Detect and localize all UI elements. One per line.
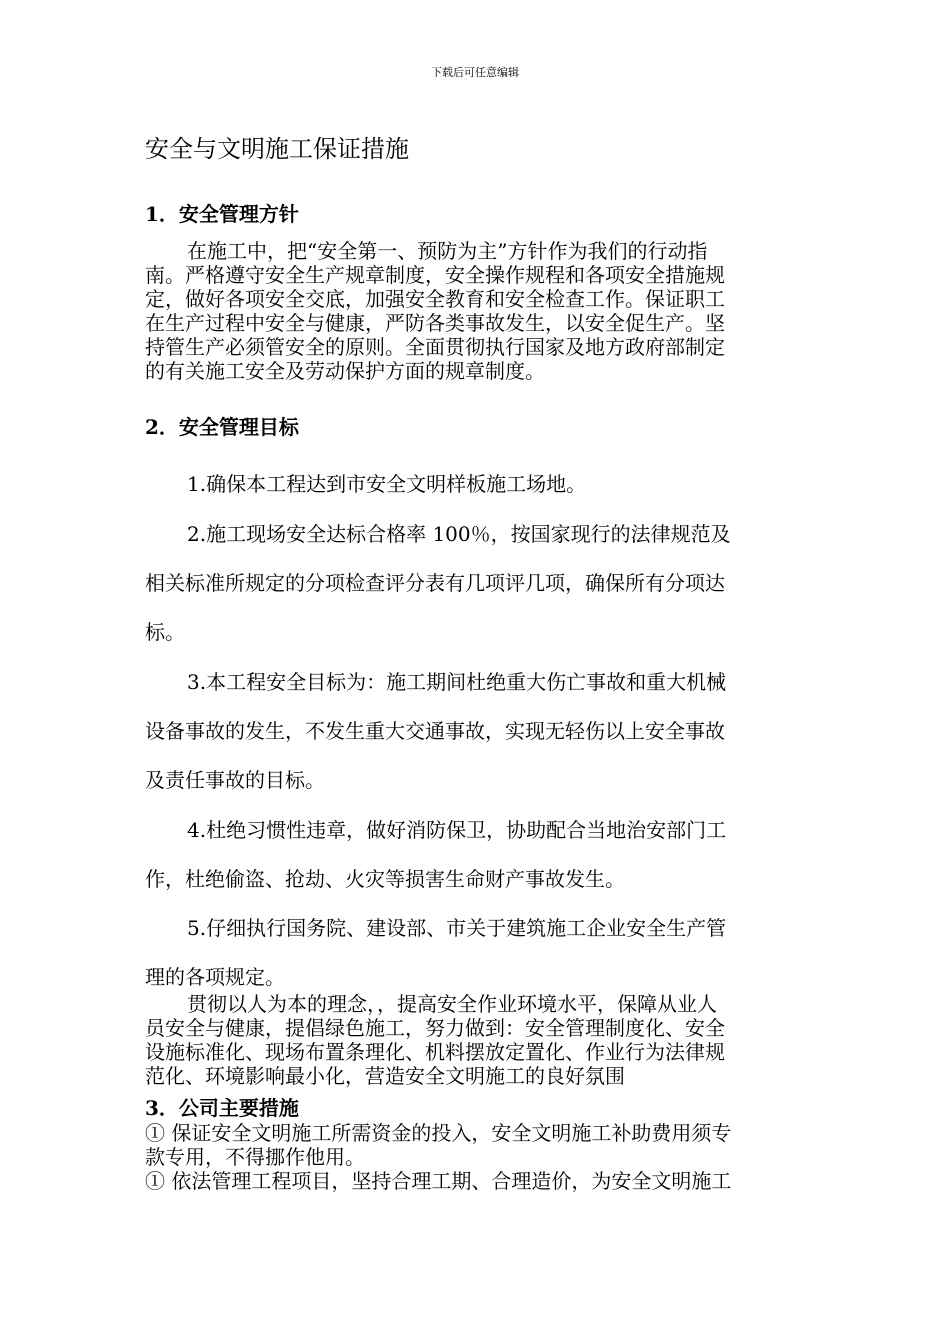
measure-line: ① 保证安全文明施工所需资金的投入，安全文明施工补助费用须专 [145, 1121, 732, 1145]
paragraph-line: 在施工中，把“安全第一、预防为主”方针作为我们的行动指 [187, 239, 708, 263]
paragraph-line: 员安全与健康，提倡绿色施工，努力做到：安全管理制度化、安全 [145, 1016, 725, 1040]
goal-line: 5.仔细执行国务院、建设部、市关于建筑施工企业安全生产管 [187, 916, 727, 940]
section-1-paragraph [145, 239, 805, 383]
paragraph-line: 的有关施工安全及劳动保护方面的规章制度。 [145, 359, 545, 383]
page-header: 下载后可任意编辑 [431, 66, 519, 79]
paragraph-line: 范化、环境影响最小化，营造安全文明施工的良好氛围 [145, 1064, 625, 1088]
goal-line: 1.确保本工程达到市安全文明样板施工场地。 [187, 472, 587, 496]
goal-line: 标。 [145, 620, 185, 644]
section-3-heading: 3．公司主要措施 [145, 1096, 299, 1120]
goal-line: 及责任事故的目标。 [145, 768, 325, 792]
goal-line: 相关标准所规定的分项检查评分表有几项评几项，确保所有分项达 [145, 571, 725, 595]
measure-line: ① 依法管理工程项目，坚持合理工期、合理造价，为安全文明施工 [145, 1169, 732, 1193]
goal-line: 2.施工现场安全达标合格率 100％，按国家现行的法律规范及 [187, 522, 731, 546]
goal-line: 4.杜绝习惯性违章，做好消防保卫，协助配合当地治安部门工 [187, 818, 727, 842]
section-3-paragraph [145, 1121, 805, 1193]
goal-line: 理的各项规定。 [145, 965, 285, 989]
paragraph-line: 定，做好各项安全交底，加强安全教育和安全检查工作。保证职工 [145, 287, 725, 311]
document-title: 安全与文明施工保证措施 [145, 135, 409, 163]
paragraph-line: 贯彻以人为本的理念，，提高安全作业环境水平，保障从业人 [187, 992, 717, 1016]
section-2-heading: 2．安全管理目标 [145, 415, 299, 439]
goal-line: 作，杜绝偷盗、抢劫、火灾等损害生命财产事故发生。 [145, 867, 625, 891]
paragraph-line: 持管生产必须管安全的原则。全面贯彻执行国家及地方政府部制定 [145, 335, 725, 359]
paragraph-line: 南。严格遵守安全生产规章制度，安全操作规程和各项安全措施规 [145, 263, 725, 287]
paragraph-line: 在生产过程中安全与健康，严防各类事故发生，以安全促生产。坚 [145, 311, 725, 335]
section-1-heading: 1．安全管理方针 [145, 202, 299, 226]
goal-line: 设备事故的发生，不发生重大交通事故，实现无轻伤以上安全事故 [145, 719, 725, 743]
measure-line: 款专用，不得挪作他用。 [145, 1145, 365, 1169]
section-2-summary-paragraph [145, 992, 805, 1088]
goal-line: 3.本工程安全目标为：施工期间杜绝重大伤亡事故和重大机械 [187, 670, 727, 694]
paragraph-line: 设施标准化、现场布置条理化、机料摆放定置化、作业行为法律规 [145, 1040, 725, 1064]
